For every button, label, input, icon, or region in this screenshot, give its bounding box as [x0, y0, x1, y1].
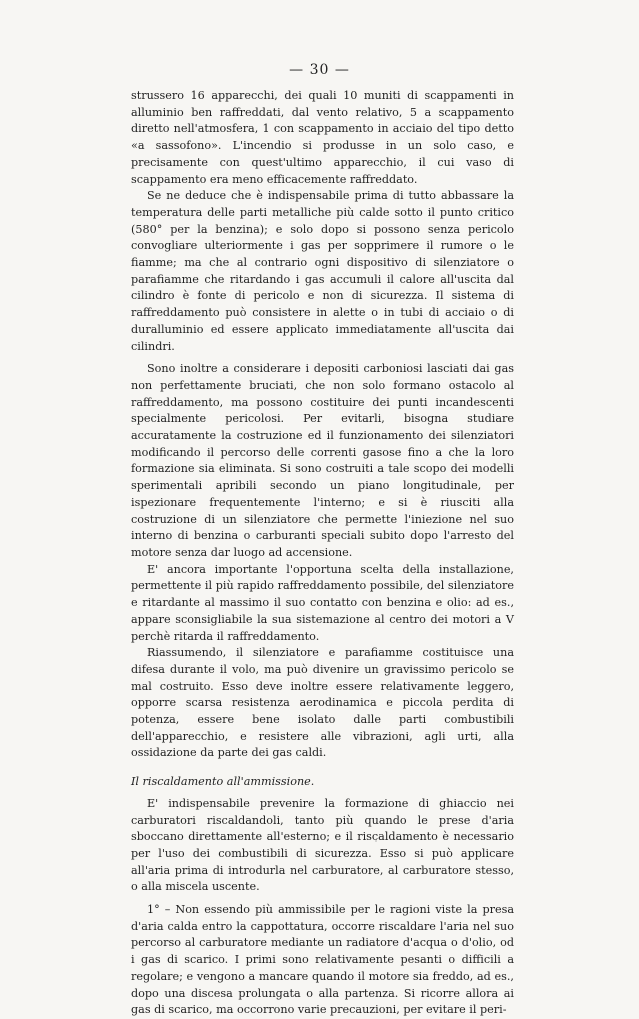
paragraph-2: Se ne deduce che è indispensabile prima di tutto abbassare la temperatura delle parti metalliche più calde sotto il punto critico (580° per la benzina); e solo dopo si possono senza pericolo convogliare ulteriormente i gas per sopprimere il rumore o le fiamme; ma che al contrario ogni dispositivo di silenziatore o parafiamme che ritardando i gas accumuli il calore all'uscita dal cilindro è fonte di pericolo e non di sicurezza. Il sistema di raffreddamento può consistere in alette o in tubi di acciaio o di duralluminio ed essere applicato immediatamente all'uscita dai cilindri.	[131, 189, 514, 353]
paragraph-6: E' indispensabile prevenire la formazione di ghiaccio nei carburatori riscaldandoli, tanto più quando le prese d'aria sboccano direttamente all'esterno; e il riscaldamento è necessario per l'uso dei combustibili di sicurezza. Esso si può applicare all'aria prima di introdurla nel carburatore, al carburatore stesso, o alla miscela uscente.	[131, 796, 514, 894]
scan-speck	[375, 840, 377, 842]
page-number: — 30 —	[289, 62, 350, 78]
paragraph-4: E' ancora importante l'opportuna scelta della installazione, permettente il più rapido raffreddamento possibile, del silenziatore e ritardante al massimo il suo contatto con benzina e olio: ad es., appare sconsigliabile la sua sistemazione al centro dei motori a V perchè ritarda il raffreddamento.	[131, 562, 514, 643]
paragraph-5: Riassumendo, il silenziatore e parafiamme costituisce una difesa durante il volo, ma può divenire un gravissimo pericolo se mal costruito. Esso deve inoltre essere relativamente leggero, opporre scarsa resistenza aerodinamica e piccola perdita di potenza, essere bene isolato dalle parti combustibili dell'apparecchio, e resistere alle vibrazioni, agli urti, alla ossidazione da parte dei gas caldi.	[131, 646, 514, 760]
section-heading: Il riscaldamento all'ammissione.	[131, 775, 315, 789]
paragraph-7: 1° – Non essendo più ammissibile per le ragioni viste la presa d'aria calda entro la cappottatura, occorre riscaldare l'aria nel suo percorso al carburatore mediante un radiatore d'acqua o d'olio, od i gas di scarico. I primi sono relativamente pesanti o difficili a regolare; e vengono a mancare quando il motore sia freddo, ad es., dopo una discesa prolungata o alla partenza. Si ricorre allora ai gas di scarico, ma occorrono varie precauzioni, per evitare il peri-	[131, 903, 514, 1017]
scan-speck	[511, 820, 513, 822]
paragraph-1: strussero 16 apparecchi, dei quali 10 muniti di scappamenti in alluminio ben raffreddati, dal vento relativo, 5 a scappamento diretto nell'atmosfera, 1 con scappamento in acciaio del tipo detto «a sassofono». L'incendio si produsse in un solo caso, e precisamente con quest'ultimo apparecchio, il cui vaso di scappamento era meno efficacemente raffreddato.	[131, 89, 514, 186]
body-text	[131, 88, 514, 1019]
paragraph-3: Sono inoltre a considerare i depositi carboniosi lasciati dai gas non perfettamente bruciati, che non solo formano ostacolo al raffreddamento, ma possono costituire dei punti incandescenti specialmente pericolosi. Per evitarli, bisogna studiare accuratamente la costruzione ed il funzionamento dei silenziatori modificando il percorso delle correnti gasose fino a che la loro formazione sia eliminata. Si sono costruiti a tale scopo dei modelli sperimentali apribili secondo un piano longitudinale, per ispezionare frequentemente l'interno; e si è riusciti alla costruzione di un silenziatore che permette l'iniezione nel suo interno di benzina o carburanti speciali subito dopo l'arresto del motore senza dar luogo ad accensione.	[131, 362, 514, 559]
